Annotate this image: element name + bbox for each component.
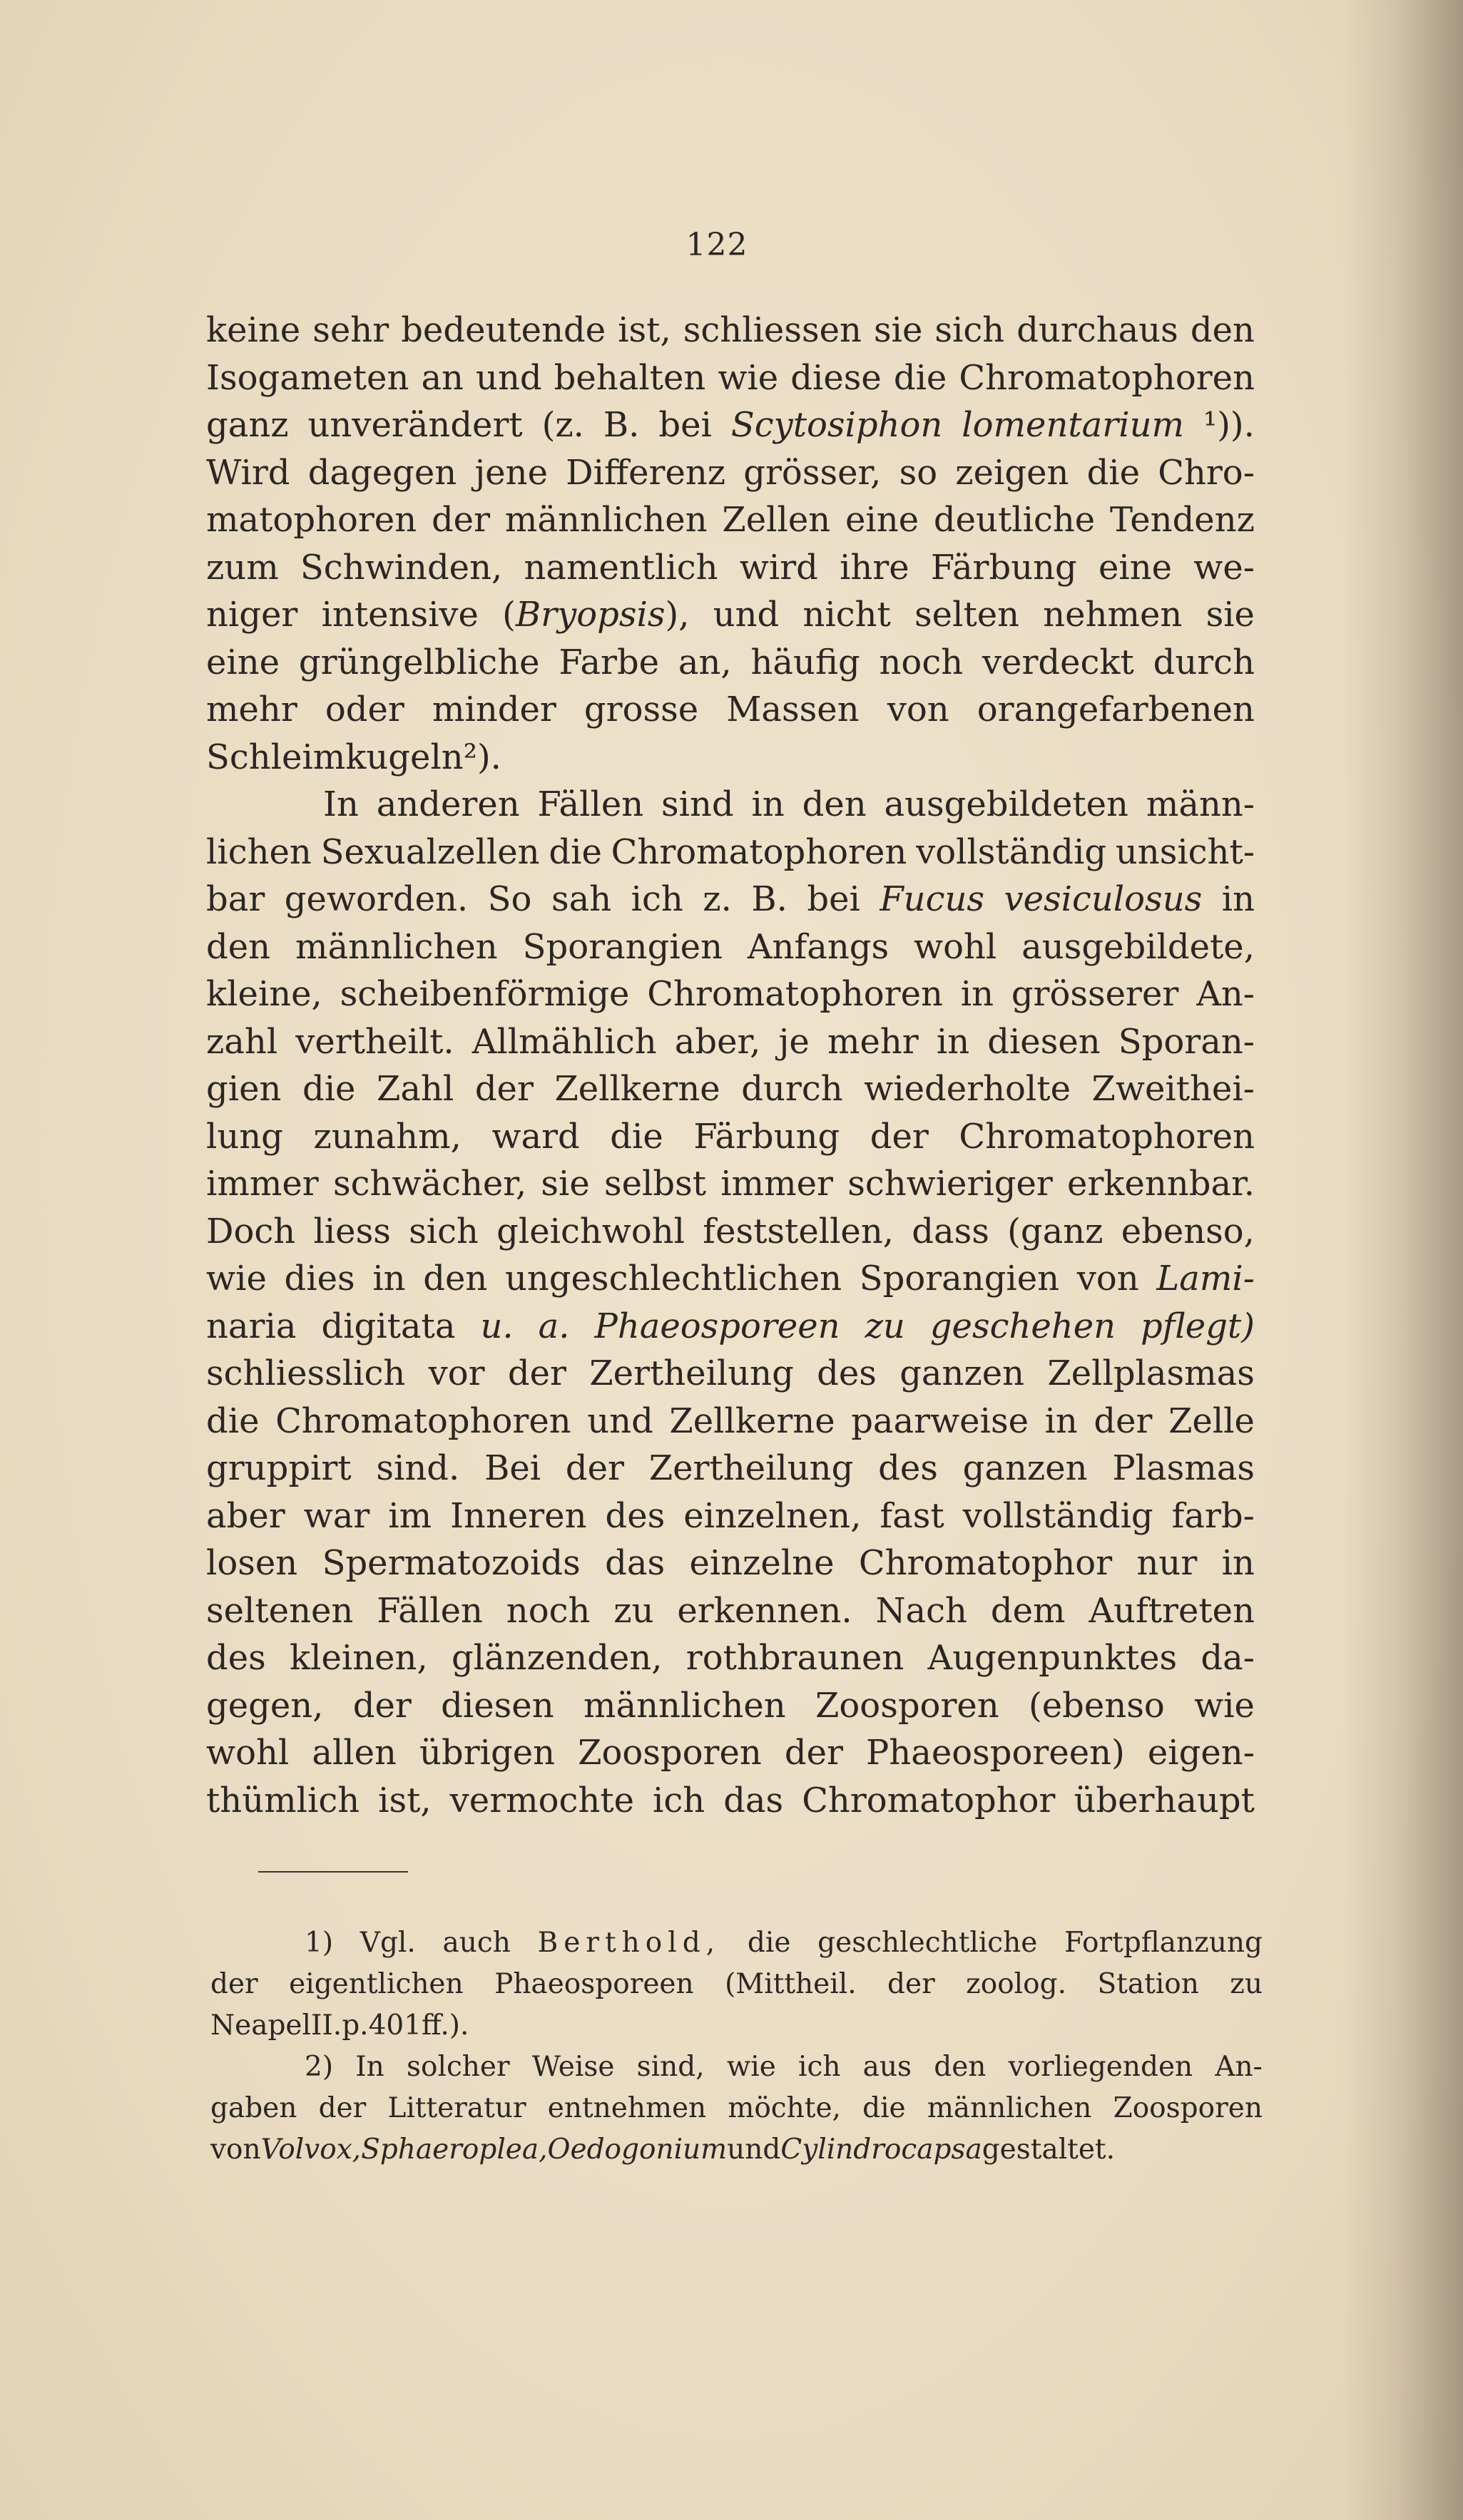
footnote-line: von Volvox, Sphaeroplea, Oedogonium und Cylindrocapsa gestaltet. [210,2134,1115,2166]
text-line: matophoren der männlichen Zellen eine deutliche Tendenz [206,500,1255,540]
text-line: des kleinen, glänzenden, rothbraunen Augenpunktes da- [206,1638,1255,1678]
text-line: schliesslich vor der Zertheilung des ganzen Zellplasmas [206,1353,1255,1393]
text-line: immer schwächer, sie selbst immer schwieriger erkennbar. [206,1164,1255,1204]
text-line: gegen, der diesen männlichen Zoosporen (ebenso wie [206,1685,1255,1726]
page-number: 122 [685,227,748,263]
text-line: aber war im Inneren des einzelnen, fast vollständig farb- [206,1495,1255,1536]
text-line: keine sehr bedeutende ist, schliessen sie sich durchaus den [206,310,1255,350]
footnote-separator [258,1871,408,1873]
text-line: kleine, scheibenförmige Chromatophoren in grösserer An- [206,974,1255,1014]
text-line: gruppirt sind. Bei der Zertheilung des ganzen Plasmas [206,1448,1255,1488]
text-line: eine grüngelbliche Farbe an, häufig noch verdeckt durch [206,642,1255,682]
footnote-line: 1) Vgl. auch Berthold, die geschlechtliche Fortpflanzung [305,1927,1263,1959]
text-line: In anderen Fällen sind in den ausgebildeten männ- [323,784,1255,824]
text-line: Doch liess sich gleichwohl feststellen, dass (ganz ebenso, [206,1211,1255,1251]
text-line: niger intensive (Bryopsis), und nicht selten nehmen sie [206,595,1255,635]
main-text [206,307,1255,1824]
footnote-line: der eigentlichen Phaeosporeen (Mittheil. der zoolog. Station zu [210,1968,1263,2000]
text-line: thümlich ist, vermochte ich das Chromatophor überhaupt [206,1780,1255,1820]
text-line: losen Spermatozoids das einzelne Chromatophor nur in [206,1543,1255,1583]
text-line: lung zunahm, ward die Färbung der Chromatophoren [206,1116,1255,1157]
text-line: naria digitata u. a. Phaeosporeen zu geschehen pflegt) [206,1306,1255,1346]
text-line: ganz unverändert (z. B. bei Scytosiphon lomentarium ¹)). [206,405,1255,445]
text-line: Wird dagegen jene Differenz grösser, so zeigen die Chro- [206,452,1255,493]
text-line: zum Schwinden, namentlich wird ihre Färbung eine we- [206,547,1255,588]
text-line: bar geworden. So sah ich z. B. bei Fucus vesiculosus in [206,879,1255,919]
text-line: wohl allen übrigen Zoosporen der Phaeosporeen) eigen- [206,1733,1255,1773]
text-line: seltenen Fällen noch zu erkennen. Nach dem Auftreten [206,1590,1255,1631]
text-line: die Chromatophoren und Zellkerne paarweise in der Zelle [206,1400,1255,1441]
text-line: lichen Sexualzellen die Chromatophoren vollständig unsicht- [206,831,1255,872]
text-line: Schleimkugeln ²). [206,737,501,777]
text-line: wie dies in den ungeschlechtlichen Sporangien von Lami- [206,1259,1255,1299]
footnote-line: 2) In solcher Weise sind, wie ich aus den vorliegenden An- [305,2051,1263,2083]
text-line: gien die Zahl der Zellkerne durch wiederholte Zweithei- [206,1069,1255,1109]
text-line: den männlichen Sporangien Anfangs wohl ausgebildete, [206,926,1255,967]
text-line: mehr oder minder grosse Massen von orangefarbenen [206,690,1255,729]
footnote-line: gaben der Litteratur entnehmen möchte, die männlichen Zoosporen [210,2092,1263,2124]
footnote-line: Neapel II. p. 401 ff.). [210,2009,469,2042]
text-line: zahl vertheilt. Allmählich aber, je mehr in diesen Sporan- [206,1021,1255,1062]
text-line: Isogameten an und behalten wie diese die Chromatophoren [206,357,1255,398]
footnotes [210,1922,1263,2171]
